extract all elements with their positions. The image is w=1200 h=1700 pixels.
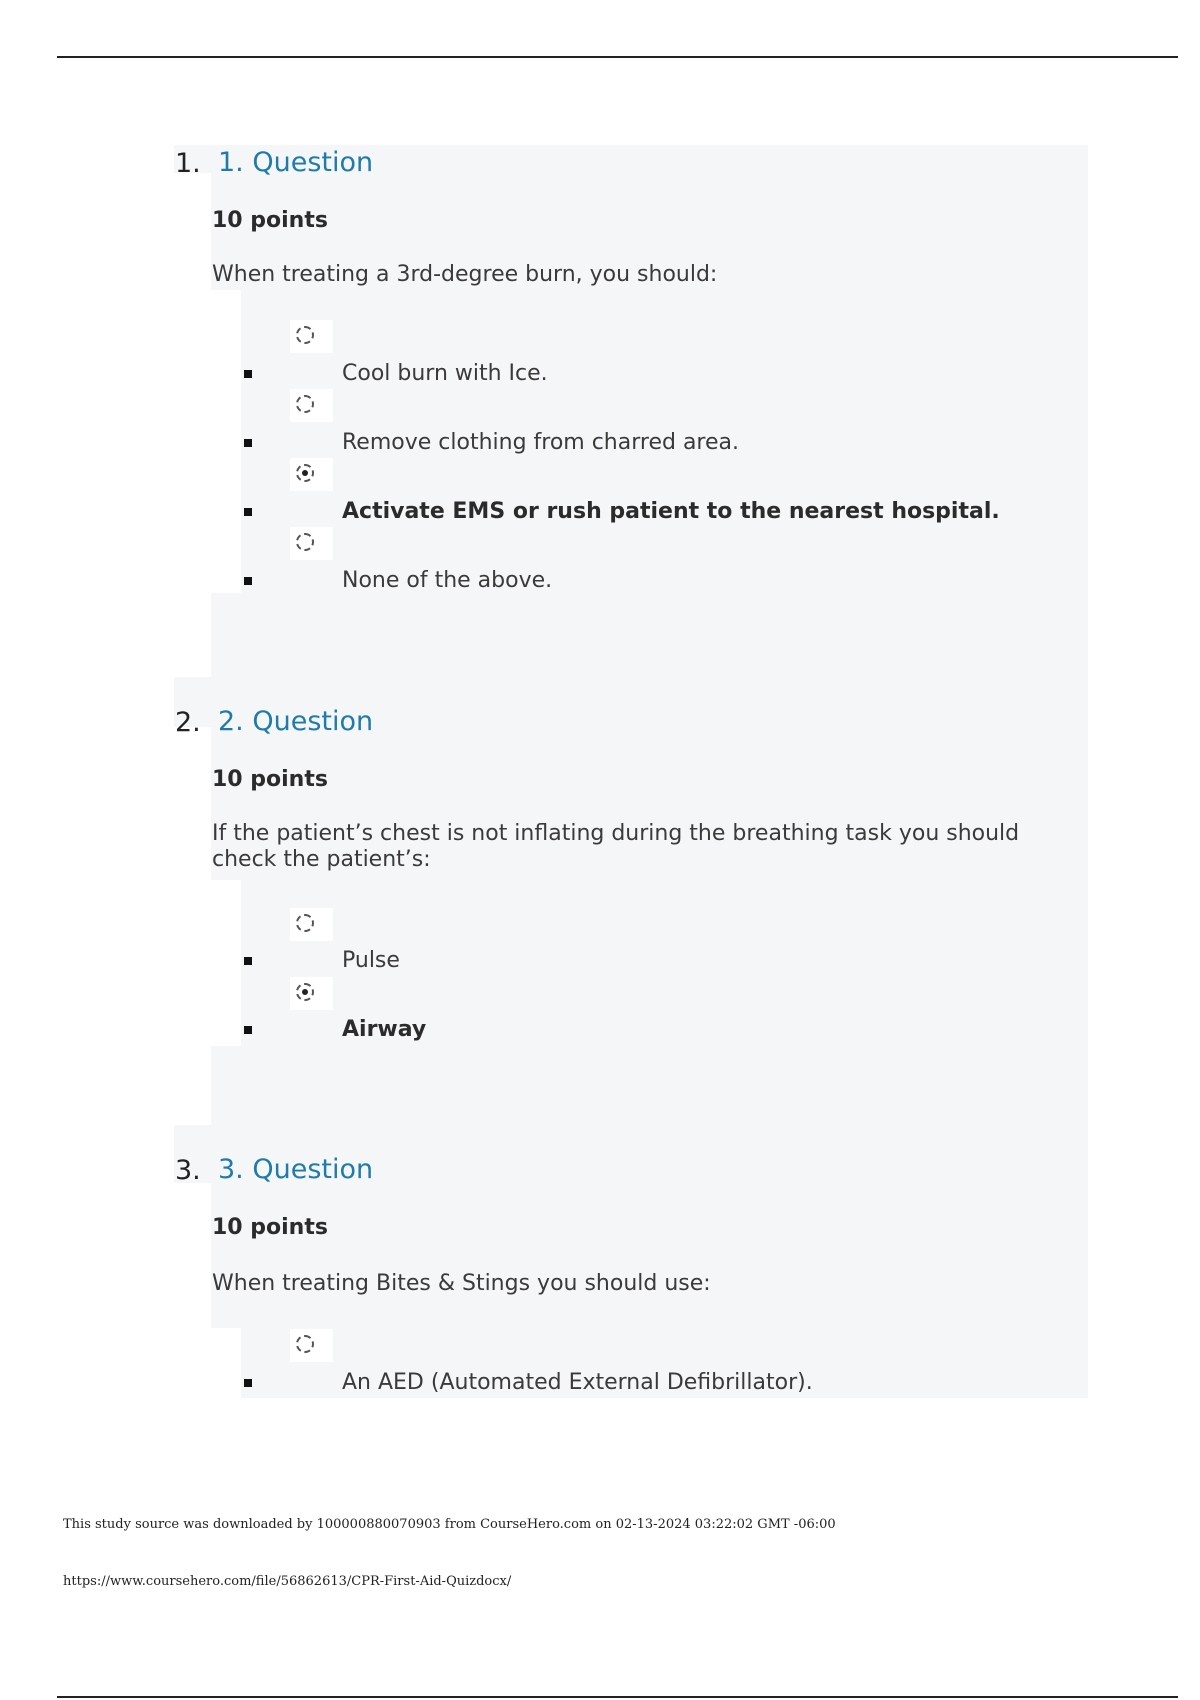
option-label-selected[interactable]: Airway bbox=[342, 1017, 427, 1042]
question-text: If the patient’s chest is not inflating during the breathing task you should check the patient’s: bbox=[212, 821, 1020, 872]
option-radio[interactable] bbox=[290, 1329, 333, 1362]
footer-url[interactable]: https://www.coursehero.com/file/56862613/CPR-First-Aid-Quizdocx/ bbox=[63, 1574, 512, 1589]
question-title[interactable]: 2. Question bbox=[218, 706, 374, 737]
bullet-icon bbox=[244, 1379, 252, 1387]
question-points: 10 points bbox=[212, 767, 328, 792]
question-number: 3. bbox=[175, 1155, 201, 1186]
bullet-icon bbox=[244, 957, 252, 965]
bullet-icon bbox=[244, 508, 252, 516]
panel-notch bbox=[211, 880, 241, 1046]
question-title[interactable]: 1. Question bbox=[218, 147, 374, 178]
bullet-icon bbox=[244, 439, 252, 447]
bottom-rule bbox=[57, 1696, 1178, 1698]
panel-notch bbox=[211, 1328, 241, 1398]
option-label[interactable]: An AED (Automated External Defibrillator). bbox=[342, 1370, 813, 1395]
radio-unselected-icon bbox=[296, 914, 314, 932]
question-text: When treating Bites & Stings you should use: bbox=[212, 1271, 711, 1296]
option-label[interactable]: Pulse bbox=[342, 948, 400, 973]
question-1-panel bbox=[211, 145, 1088, 677]
option-radio[interactable] bbox=[290, 320, 333, 353]
option-radio-selected[interactable] bbox=[290, 977, 333, 1010]
question-text: When treating a 3rd-degree burn, you should: bbox=[212, 262, 718, 287]
option-radio-selected[interactable] bbox=[290, 458, 333, 491]
bullet-icon bbox=[244, 577, 252, 585]
option-radio[interactable] bbox=[290, 389, 333, 422]
option-label[interactable]: Remove clothing from charred area. bbox=[342, 430, 739, 455]
question-number: 1. bbox=[175, 148, 201, 179]
question-points: 10 points bbox=[212, 208, 328, 233]
bullet-icon bbox=[244, 370, 252, 378]
question-points: 10 points bbox=[212, 1215, 328, 1240]
top-rule bbox=[57, 56, 1178, 58]
footer-source: This study source was downloaded by 100000880070903 from CourseHero.com on 02-13-2024 03:22:02 GMT -06:00 bbox=[63, 1517, 836, 1532]
option-label[interactable]: None of the above. bbox=[342, 568, 553, 593]
radio-unselected-icon bbox=[296, 1335, 314, 1353]
question-title[interactable]: 3. Question bbox=[218, 1154, 374, 1185]
option-radio[interactable] bbox=[290, 908, 333, 941]
question-number: 2. bbox=[175, 707, 201, 738]
radio-unselected-icon bbox=[296, 533, 314, 551]
question-2-panel bbox=[211, 677, 1088, 1125]
bullet-icon bbox=[244, 1026, 252, 1034]
option-radio[interactable] bbox=[290, 527, 333, 560]
option-label-selected[interactable]: Activate EMS or rush patient to the nearest hospital. bbox=[342, 499, 1000, 524]
panel-notch bbox=[211, 290, 241, 593]
radio-unselected-icon bbox=[296, 395, 314, 413]
option-label[interactable]: Cool burn with Ice. bbox=[342, 361, 548, 386]
radio-selected-icon bbox=[296, 983, 314, 1001]
radio-unselected-icon bbox=[296, 326, 314, 344]
radio-selected-icon bbox=[296, 464, 314, 482]
